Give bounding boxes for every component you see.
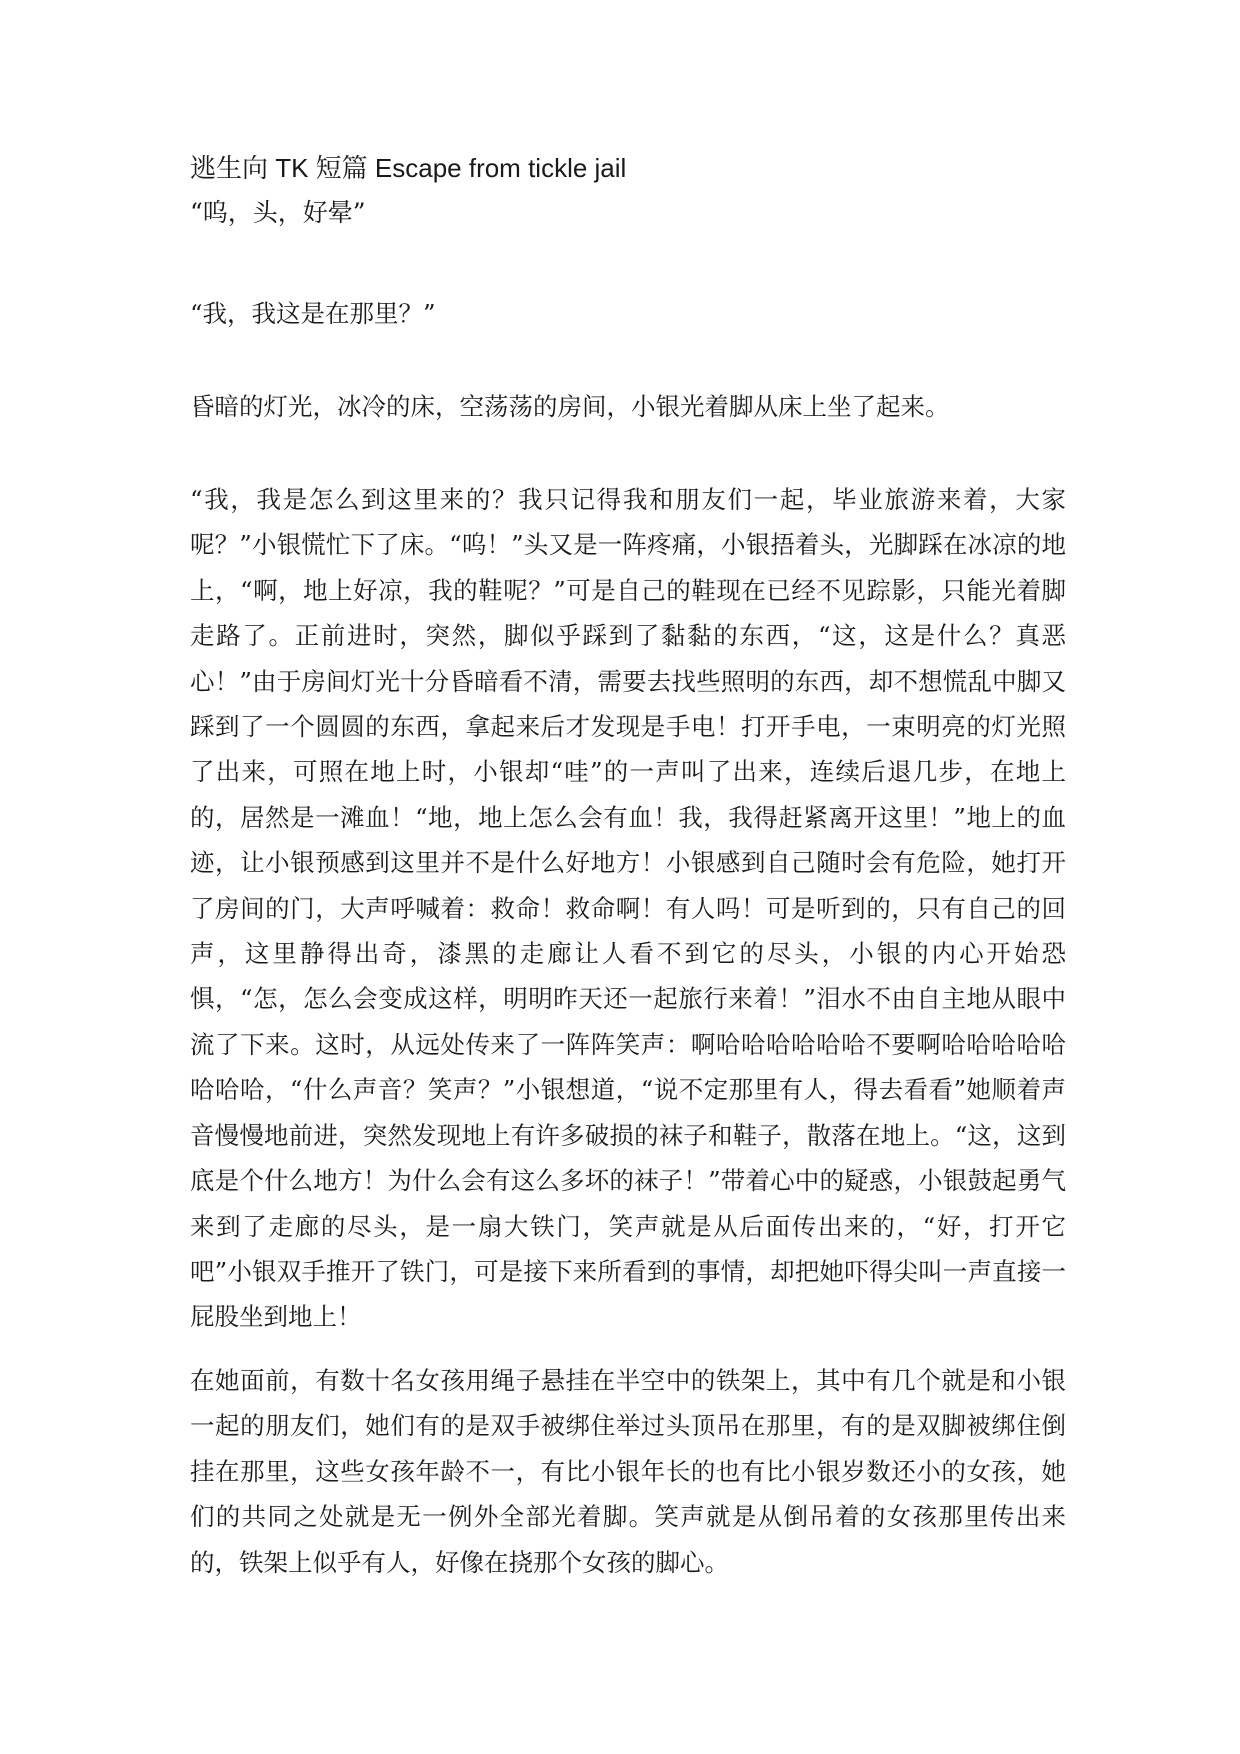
paragraph-1: “我，我这是在那里？” bbox=[190, 299, 436, 328]
paragraph-2: 昏暗的灯光，冰冷的床，空荡荡的房间，小银光着脚从床上坐了起来。 bbox=[190, 392, 950, 421]
document-subtitle: “呜，头，好晕” bbox=[190, 198, 366, 227]
document-title: 逃生向 TK 短篇 Escape from tickle jail bbox=[190, 153, 627, 183]
paragraph-4: 在她面前，有数十名女孩用绳子悬挂在半空中的铁架上，其中有几个就是和小银一起的朋友们，她们有的是双手被绑住举过头顶吊在那里，有的是双脚被绑住倒挂在那里，这些女孩年龄不一，有比小银年长的也有比小银岁数还小的女孩，她们的共同之处就是无一例外全部光着脚。笑声就是从倒吊着的女孩那里传出来的，铁架上似乎有人，好像在挠那个女孩的脚心。 bbox=[190, 1366, 1066, 1577]
paragraph-3: “我，我是怎么到这里来的？我只记得我和朋友们一起，毕业旅游来着，大家呢？”小银慌忙下了床。“呜！”头又是一阵疼痛，小银捂着头，光脚踩在冰凉的地上，“啊，地上好凉，我的鞋呢？”可是自己的鞋现在已经不见踪影，只能光着脚走路了。正前进时，突然，脚似乎踩到了黏黏的东西，“这，这是什么？真恶心！”由于房间灯光十分昏暗看不清，需要去找些照明的东西，却不想慌乱中脚又踩到了一个圆圆的东西，拿起来后才发现是手电！打开手电，一束明亮的灯光照了出来，可照在地上时，小银却“哇”的一声叫了出来，连续后退几步，在地上的，居然是一滩血！“地，地上怎么会有血！我，我得赶紧离开这里！”地上的血迹，让小银预感到这里并不是什么好地方！小银感到自己随时会有危险，她打开了房间的门，大声呼喊着：救命！救命啊！有人吗！可是听到的，只有自己的回声，这里静得出奇，漆黑的走廊让人看不到它的尽头，小银的内心开始恐惧，“怎，怎么会变成这样，明明昨天还一起旅行来着！”泪水不由自主地从眼中流了下来。这时，从远处传来了一阵阵笑声：啊哈哈哈哈哈哈不要啊哈哈哈哈哈哈哈哈，“什么声音？笑声？”小银想道，“说不定那里有人，得去看看”她顺着声音慢慢地前进，突然发现地上有许多破损的袜子和鞋子，散落在地上。“这，这到底是个什么地方！为什么会有这么多坏的袜子！”带着心中的疑惑，小银鼓起勇气来到了走廊的尽头，是一扇大铁门，笑声就是从后面传出来的，“好，打开它吧”小银双手推开了铁门，可是接下来所看到的事情，却把她吓得尖叫一声直接一屁股坐到地上！ bbox=[190, 485, 1066, 1332]
